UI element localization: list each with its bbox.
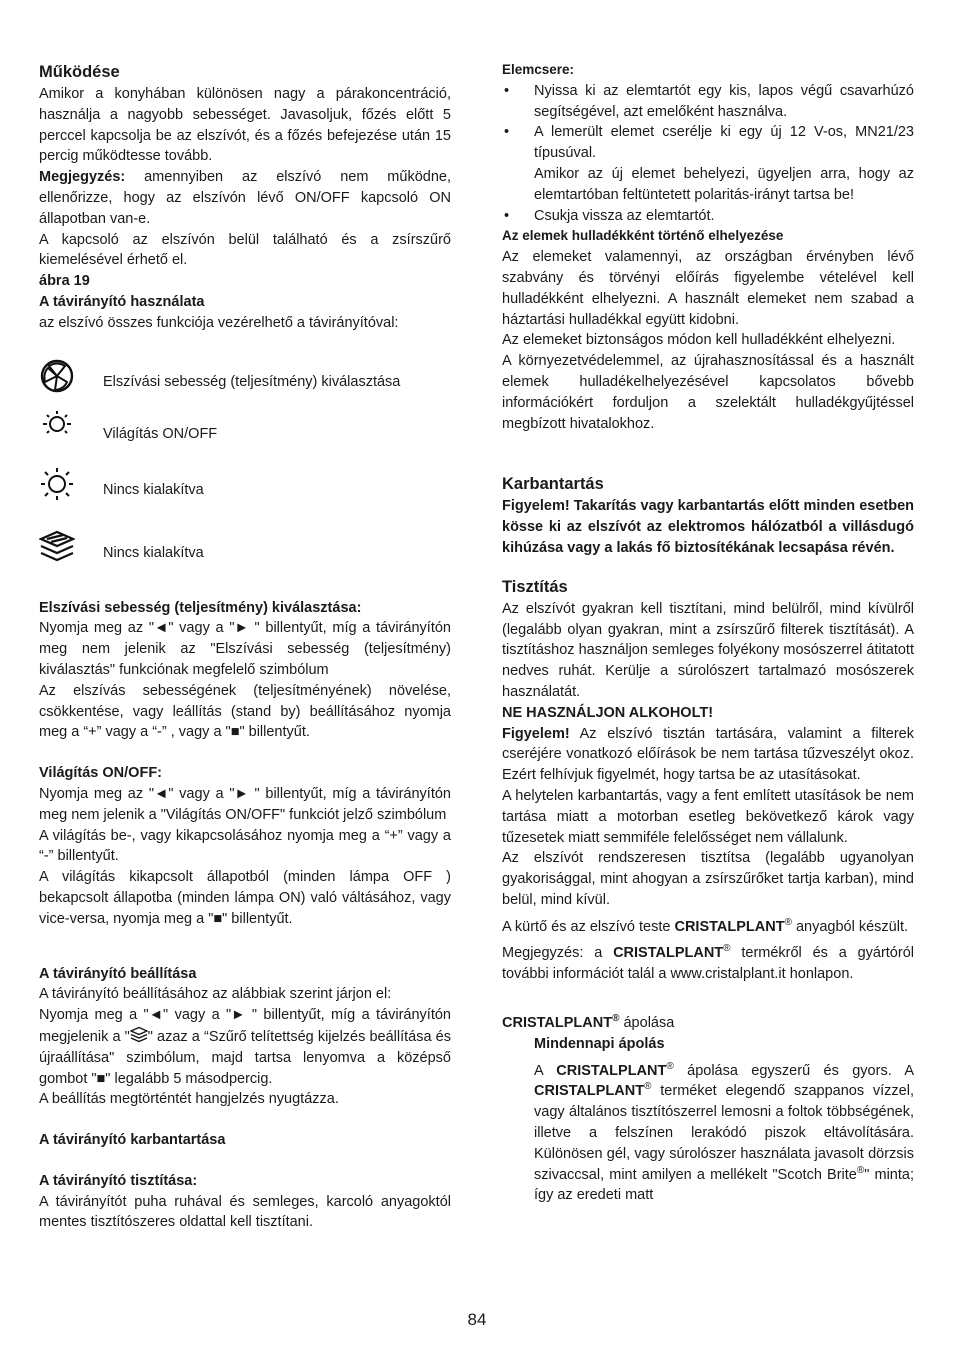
text-part: Nyomja meg a "◄" vagy a "► " billentyűt, míg a távirányítón megjelenik a " [39, 1007, 451, 1045]
icon-label: Nincs kialakítva [103, 482, 204, 499]
paragraph [502, 724, 914, 786]
filter-layers-icon [39, 529, 75, 565]
text-part: ápolása [619, 1015, 675, 1032]
note-text: amennyiben az elszívó nem működne, ellenőrizze, hogy az elszívón lévő ON/OFF kapcsoló ON állapotban van-e. [39, 169, 451, 227]
heading-battery: Elemcsere: [502, 62, 575, 77]
paragraph [534, 1061, 914, 1207]
brand-name: CRISTALPLANT [613, 945, 724, 962]
text-part: " minta; így az eredeti matt [534, 1166, 914, 1204]
right-column [502, 60, 914, 1206]
text-part: termékről és a gyártóról további információt talál a www.cristalplant.it honlapon. [502, 945, 914, 983]
registered-mark: ® [644, 1081, 652, 1093]
icon-row-fan [39, 350, 451, 402]
paragraph: A környezetvédelemmel, az újrahasznosítással és a használt elemek hulladékelhelyezésével kapcsolatos bővebb információkért forduljon a szelektált hulladékgyűjtéssel megbízott hivatalokhoz. [502, 353, 914, 432]
paragraph: Amikor a konyhában különösen nagy a párakoncentráció, használja a nagyobb sebességet. Javasoljuk, főzés előtt 5 perccel kapcsolja be az elszívót, és a főzés befejezése után 15 percig működtesse tovább. [39, 86, 451, 165]
brand-name: CRISTALPLANT [534, 1083, 645, 1100]
heading-daily-care: Mindennapi ápolás [534, 1035, 665, 1052]
heading-remote-setup: A távirányító beállítása [39, 965, 197, 982]
brand-name: CRISTALPLANT [502, 1015, 613, 1032]
paragraph-note [39, 167, 451, 229]
filter-layers-icon [130, 1026, 148, 1044]
list-text: Csukja vissza az elemtartót. [534, 207, 715, 224]
paragraph: az elszívó összes funkciója vezérelhető a távirányítóval: [39, 314, 399, 331]
heading-mukodese: Működése [39, 63, 120, 81]
text-part: A kürtő és az elszívó teste [502, 918, 675, 935]
paragraph: A távirányítót puha ruhával és semleges, karcoló anyagoktól mentes tisztítószeres oldattal kell tisztítani. [39, 1193, 451, 1231]
paragraph: Nyomja meg az "◄" vagy a "► " billentyűt, míg a távirányítón meg nem jelenik a "Világítás ON/OFF" funkciót jelző szimbólum [39, 785, 451, 823]
brand-name: CRISTALPLANT [674, 918, 785, 935]
heading-speed: Elszívási sebesség (teljesítmény) kiválasztása: [39, 599, 362, 616]
paragraph: Nyomja meg az "◄" vagy a "► " billentyűt, míg a távirányítón meg nem jelenik az "Elszívási sebesség (teljesítmény) kiválasztás" funkciónak megfelelő szimbólum [39, 620, 451, 678]
heading-remote-usage: A távirányító használata [39, 293, 205, 310]
paragraph [502, 943, 914, 985]
list-item [502, 122, 914, 205]
figure-ref: ábra 19 [39, 273, 90, 290]
heading-karbantartas: Karbantartás [502, 475, 604, 494]
paragraph: A világítás kikapcsolt állapotból (minden lámpa OFF ) bekapcsolt állapotba (minden lámpa ON) való váltásához, vagy vice-versa, nyomja meg a "■" billentyűt. [39, 869, 451, 927]
list-item [502, 81, 914, 123]
heading-tisztitas: Tisztítás [502, 577, 568, 596]
care-section [502, 1034, 914, 1206]
battery-list [502, 81, 914, 227]
text-part: terméket elegendő szappanos vízzel, vagy általános tisztítószerrel lemosni a foltok többségének, illetve a felszínen lerakódó piszok eltávolítására. Különösen gél, vagy súrolószer használata javasolt dörzsis szivaccsal, mint amilyen a mellékelt "Scotch Brite [534, 1083, 914, 1183]
bullet: • [504, 82, 510, 99]
paragraph: A világítás be-, vagy kikapcsolásához nyomja meg a “+” vagy a “-” billentyűt. [39, 827, 451, 865]
list-text: Nyissa ki az elemtartót egy kis, lapos végű csavarhúzó segítségével, azt emelőként használva. [534, 82, 914, 120]
registered-mark: ® [723, 943, 731, 955]
icon-row-light [39, 402, 451, 454]
alcohol-warning: NE HASZNÁLJON ALKOHOLT! [502, 704, 714, 721]
heading-cristalplant-care [502, 1013, 914, 1034]
heading-battery-disposal: Az elemek hulladékként történő elhelyezése [502, 228, 784, 244]
fan-icon [39, 358, 75, 394]
registered-mark: ® [666, 1060, 674, 1072]
text-part: Megjegyzés: a [502, 945, 614, 962]
paragraph: A helytelen karbantartás, vagy a fent említett utasítások be nem tartása miatt a motorban esetleg bekövetkező károk vagy tűzesetek miatt semmiféle felelősséget nem vállalunk. [502, 787, 914, 846]
warning-paragraph: Figyelem! Takarítás vagy karbantartás előtt minden esetben kösse ki az elszívót az elektromos hálózatból a villásdugó kihúzása vagy a lakás fő biztosítékának lecsapása révén. [502, 498, 914, 556]
paragraph: A beállítás megtörténtét hangjelzés nyugtázza. [39, 1091, 339, 1108]
paragraph: Az elszívót gyakran kell tisztítani, mind belülről, mind kívülről (legalább olyan gyakran, mint a zsírszűrő filterek tisztítását). A tisztításhoz használjon semleges folyékony mosószerrel átitatott nedves ruhát. Kerülje a súrolószert tartalmazó mosószerek használatát. [502, 600, 914, 700]
list-text: Amikor az új elemet behelyezi, ügyeljen arra, hogy az elemtartóban feltüntetett polaritás-irányt tartsa be! [534, 165, 914, 203]
paragraph: Az elszívót rendszeresen tisztítsa (legalább ugyanolyan gyakorisággal, mint ahogyan a zsírszűrőket tartja karban), mind belül, mind kívül. [502, 850, 914, 908]
paragraph: Az elszívás sebességének (teljesítményének) növelése, csökkentése, vagy leállítás (stand by) beállításához nyomja meg a “+” vagy a “-” , vagy a "■" billentyűt. [39, 682, 451, 741]
heading-light: Világítás ON/OFF: [39, 765, 163, 782]
icon-label: Elszívási sebesség (teljesítmény) kiválasztása [103, 374, 401, 391]
page-number: 84 [467, 1310, 487, 1329]
paragraph: Az elemeket valamennyi, az országban érvényben lévő szabvány és törvényi előírás figyelembe vételével kell hulladékként elhelyezni. A használt elemeket nem szabad a háztartási hulladékkal együtt kidobni. [502, 249, 914, 328]
paragraph: A távirányító beállításához az alábbiak szerint járjon el: [39, 986, 392, 1003]
paragraph: A kapcsoló az elszívón belül található és a zsírszűrő kiemelésével érhető el. [39, 231, 451, 269]
registered-mark: ® [612, 1013, 620, 1025]
paragraph [502, 917, 914, 938]
icon-row-filter [39, 514, 451, 580]
registered-mark: ® [784, 916, 792, 928]
left-column [39, 60, 451, 1233]
paragraph [39, 1005, 451, 1089]
text-part: anyagból készült. [791, 918, 909, 935]
bullet: • [504, 207, 510, 224]
icon-row-light-bright [39, 454, 451, 514]
light-icon [39, 410, 75, 446]
note-label: Megjegyzés: [39, 169, 126, 186]
text-part: Az elszívó tisztán tartására, valamint a filterek cseréjére vonatkozó előírások be nem tartása tűzveszélyt okoz. Ezért felhívjuk figyelmét, hogy tartsa be az utasításokat. [502, 725, 914, 784]
heading-remote-cleaning: A távirányító tisztítása: [39, 1172, 198, 1189]
paragraph: Az elemeket biztonságos módon kell hulladékként elhelyezni. [502, 332, 896, 349]
list-item [502, 206, 914, 227]
icon-label: Világítás ON/OFF [103, 426, 218, 443]
warning-label: Figyelem! [502, 725, 570, 742]
text-part: ápolása egyszerű és gyors. A [673, 1062, 914, 1079]
bullet: • [504, 124, 510, 141]
brand-name: CRISTALPLANT [556, 1062, 667, 1079]
light-bright-icon [39, 466, 75, 502]
icon-label: Nincs kialakítva [103, 545, 204, 562]
registered-mark: ® [856, 1164, 865, 1176]
heading-remote-maintenance: A távirányító karbantartása [39, 1132, 226, 1149]
text-part: A [534, 1062, 557, 1079]
list-text: A lemerült elemet cserélje ki egy új 12 V-os, MN21/23 típusúval. [534, 124, 914, 162]
text-part: " azaz a “Szűrő telítettség kijelzés beállítása és újraállítása" szimbólum, majd tartsa lenyomva a középső gombot "■" legalább 5 másodpercig. [39, 1028, 451, 1087]
